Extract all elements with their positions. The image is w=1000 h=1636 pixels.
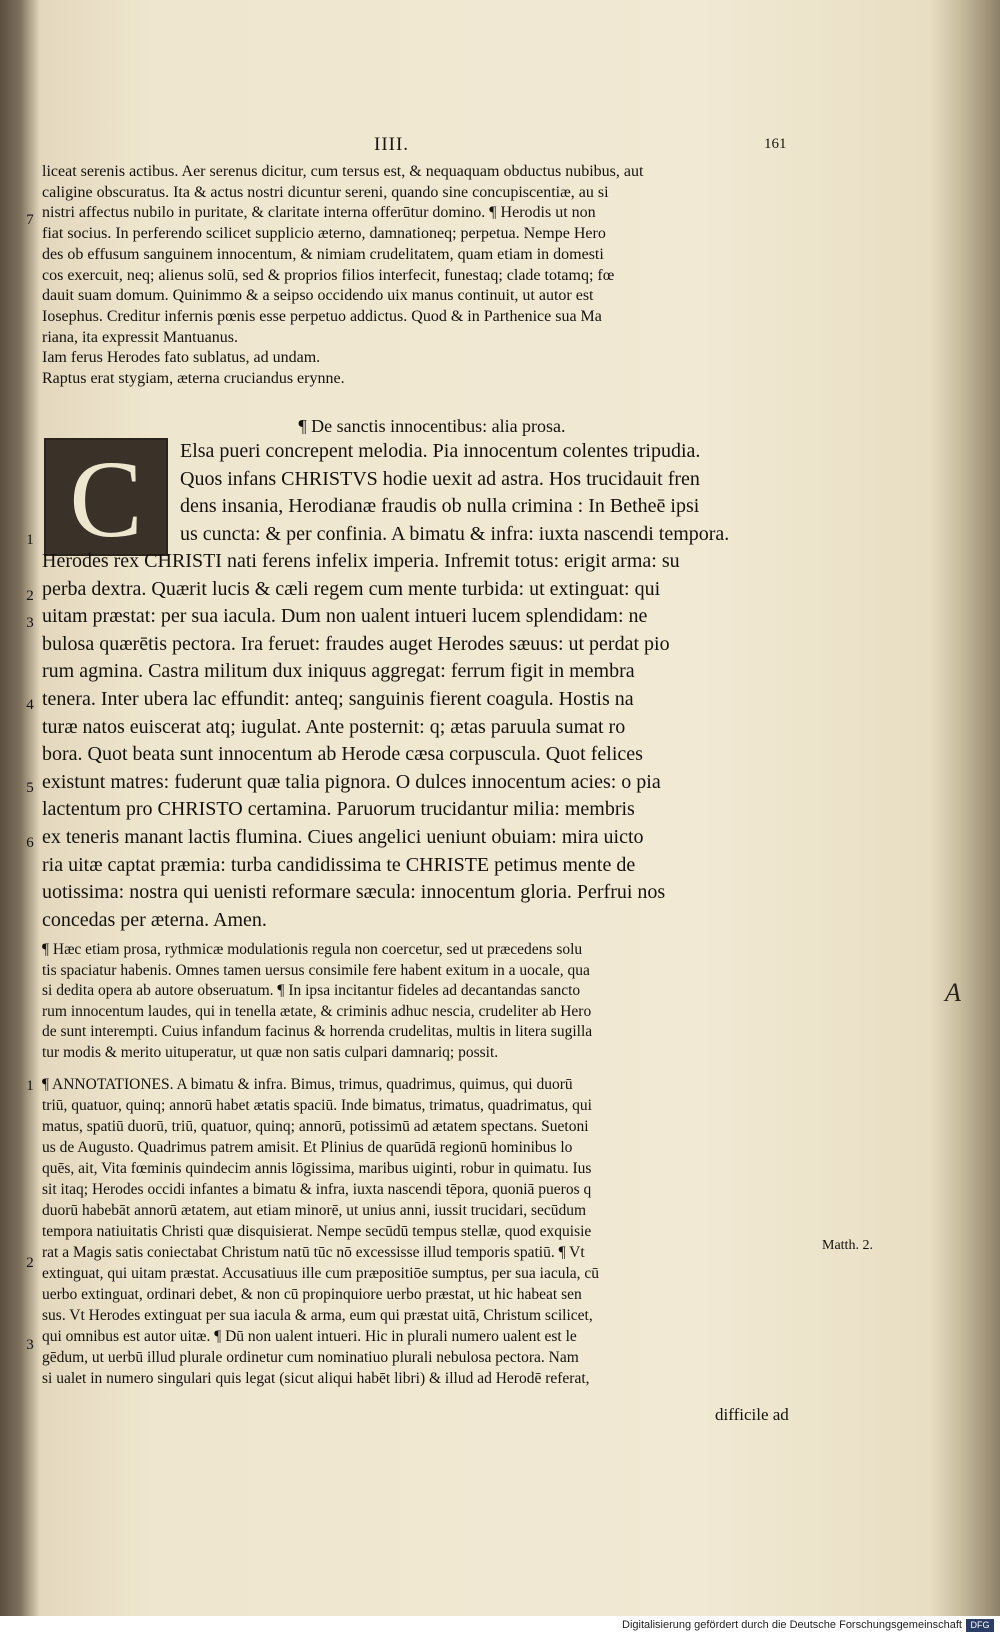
text-line: dauit suam domum. Quinimmo & a seipso occidendo uix manus continuit, ut autor est: [42, 287, 594, 305]
prosa-line: lactentum pro CHRISTO certamina. Paruorum trucidantur milia: membris: [42, 798, 635, 821]
margin-letter: A: [945, 978, 961, 1007]
verse-line: Iam ferus Herodes fato sublatus, ad undam.: [42, 349, 321, 367]
annotation-line: qui omnibus est autor uitæ. ¶ Dū non ualent intueri. Hic in plurali numero ualent est le: [42, 1328, 577, 1345]
margin-number: 4: [26, 697, 34, 713]
margin-number: 1: [26, 532, 34, 548]
commentary-block-top: [42, 162, 812, 390]
text-line: rum innocentum laudes, qui in tenella ætate, & criminis adhuc nescia, crudeliter ab Hero: [42, 1002, 592, 1020]
annotation-line: matus, spatiū duorū, triū, quatuor, quinq; annorū, potissimū ad ætatem spectans. Suetoni: [42, 1118, 589, 1135]
prosa-line: uitam præstat: per sua iacula. Dum non ualent intueri lucem splendidam: ne: [42, 605, 648, 628]
running-header: [22, 134, 922, 158]
page: [22, 0, 972, 1600]
text-line: riana, ita expressit Mantuanus.: [42, 328, 238, 346]
prosa-line: dens insania, Herodianæ fraudis ob nulla crimina : In Betheē ipsi: [180, 495, 700, 518]
prosa-line: ria uitæ captat præmia: turba candidissima te CHRISTE petimus mente de: [42, 853, 636, 876]
prosa-line: us cuncta: & per confinia. A bimatu & infra: iuxta nascendi tempora.: [180, 522, 730, 545]
prosa-line: ex teneris manant lactis flumina. Ciues angelici ueniunt obuiam: mira uicto: [42, 825, 644, 848]
text-line: caligine obscuratus. Ita & actus nostri dicuntur sereni, quando sine concupiscentiæ, au si: [42, 183, 609, 201]
prosa-line: Herodes rex CHRISTI nati ferens infelix imperia. Infremit totus: erigit arma: su: [42, 550, 680, 572]
text-line: tur modis & merito uituperatur, ut quæ non satis culpari damnariq; possit.: [42, 1043, 499, 1061]
margin-number: 2: [26, 588, 34, 604]
prosa-line: concedas per æterna. Amen.: [42, 908, 267, 931]
footer-credit: Digitalisierung gefördert durch die Deutsche Forschungsgemeinschaft: [622, 1619, 962, 1631]
catchword: difficile ad: [715, 1405, 789, 1424]
annotation-line: ¶ ANNOTATIONES. A bimatu & infra. Bimus, trimus, quadrimus, quimus, qui duorū: [42, 1076, 573, 1093]
annotations-block: [42, 1074, 812, 1389]
text-line: ¶ Hæc etiam prosa, rythmicæ modulationis regula non coercetur, sed ut præcedens solu: [42, 941, 583, 958]
prosa-line: bulosa quærētis pectora. Ira feruet: fraudes auget Herodes sæuus: ut perdat pio: [42, 632, 670, 655]
annotation-line: gēdum, ut uerbū illud plurale ordinetur cum nominatiuo plurali nebulosa pectora. Nam: [42, 1349, 579, 1366]
text-line: liceat serenis actibus. Aer serenus dicitur, cum tersus est, & nequaquam obductus nubibus, aut: [42, 163, 644, 180]
prosa-line: perba dextra. Quærit lucis & cæli regem cum mente turbida: ut extinguat: qui: [42, 577, 661, 600]
text-line: cos exercuit, neq; alienus solū, sed & proprios filios interfecit, funestaq; clade totamq; fœ: [42, 266, 615, 284]
prosa-block: [42, 548, 812, 934]
prosa-lines-beside-initial: [180, 438, 820, 548]
annotation-line: triū, quatuor, quinq; annorū habet ætatis spaciū. Inde bimatus, trimatus, quadrimatus, qui: [42, 1097, 592, 1114]
annotation-line: extinguat, qui uitam præstat. Accusatiuus ille cum præpositiōe sumptus, per sua iacula, cū: [42, 1265, 600, 1282]
text-line: si dedita opera ab autore obseruatum. ¶ In ipsa incitantur fideles ad decantandas sancto: [42, 982, 581, 999]
annotation-line: quēs, ait, Vita fœminis quindecim annis lōgissima, maribus uiginti, robur in quimatu. Ius: [42, 1160, 592, 1177]
text-line: nistri affectus nubilo in puritate, & claritate interna offerūtur domino. ¶ Herodis ut non: [42, 204, 596, 222]
annotation-line: si ualet in numero singulari quis legat (sicut aliqui habēt libri) & illud ad Herodē referat,: [42, 1370, 590, 1387]
text-line: fiat socius. In perferendo scilicet supplicio æterno, damnationeq; perpetua. Nempe Hero: [42, 225, 606, 243]
margin-number: 6: [26, 835, 34, 851]
prosa-line: uotissima: nostra qui uenisti reformare sæcula: innocentum gloria. Perfrui nos: [42, 881, 666, 904]
decorated-initial: C: [44, 438, 168, 556]
text-line: de sunt interempti. Cuius infandum facinus & horrenda crudelitas, multis in litera sugilla: [42, 1023, 593, 1040]
prosa-line: rum agmina. Castra militum dux iniquus aggregat: ferrum figit in membra: [42, 660, 635, 683]
annotation-line: rat a Magis satis coniectabat Christum natū tūc nō excessisse illud temporis spatiū. ¶ Vt: [42, 1244, 585, 1261]
prosa-line: existunt matres: fuderunt quæ talia pignora. O dulces innocentum acies: o pia: [42, 770, 661, 793]
prosa-line: tenera. Inter ubera lac effundit: anteq; sanguinis fierent coagula. Hostis na: [42, 687, 634, 710]
prosa-line: bora. Quot beata sunt innocentum ab Herode cæsa corpuscula. Quot felices: [42, 743, 643, 766]
section-heading: ¶ De sanctis innocentibus: alia prosa.: [298, 416, 566, 436]
folio-signature: IIII.: [374, 134, 410, 155]
margin-number: 5: [26, 780, 34, 796]
dfg-logo: DFG: [966, 1619, 994, 1632]
margin-number: 2: [26, 1255, 34, 1271]
margin-number: 3: [26, 615, 34, 631]
annotation-line: sit itaq; Herodes occidi infantes a bimatu & infra, iuxta nascendi tēpora, quoniā pueros q: [42, 1181, 592, 1198]
margin-number: 3: [26, 1337, 34, 1353]
footer-bar: [0, 1616, 1000, 1636]
margin-number: 7: [26, 212, 34, 228]
text-line: Iosephus. Creditur infernis pœnis esse perpetuo addictus. Quod & in Parthenice sua Ma: [42, 307, 602, 325]
annotation-line: us de Augusto. Quadrimus patrem amisit. Et Plinius de quarūdā regionū hominibus lo: [42, 1139, 573, 1156]
margin-number: 1: [26, 1078, 34, 1094]
annotation-line: sus. Vt Herodes extinguat per sua iacula & arma, eum qui præstat uitā, Christum scilicet,: [42, 1307, 593, 1324]
commentary-block: [42, 940, 812, 1063]
text-line: tis spaciatur habenis. Omnes tamen uersus consimile fere habent exitum in a uocale, qua: [42, 961, 590, 979]
page-number: 161: [764, 136, 787, 152]
text-line: des ob effusum sanguinem innocentum, & nimiam crudelitatem, quam etiam in domesti: [42, 245, 604, 263]
margin-reference: Matth. 2.: [822, 1238, 873, 1253]
annotation-line: uerbo extinguat, ordinari debet, & non cū propinquiore uerbo præstat, ut hic habeat sen: [42, 1286, 582, 1303]
prosa-line: Quos infans CHRISTVS hodie uexit ad astra. Hos trucidauit fren: [180, 467, 700, 490]
prosa-line: Elsa pueri concrepent melodia. Pia innocentum colentes tripudia.: [180, 440, 701, 462]
verse-line: Raptus erat stygiam, æterna cruciandus erynne.: [42, 370, 345, 388]
annotation-line: tempora natiuitatis Christi quæ disquisierat. Nempe secūdū tempus stellæ, quod exquisie: [42, 1223, 592, 1240]
prosa-line: turæ natos euiscerat atq; iugulat. Ante posternit: q; ætas paruula sumat ro: [42, 715, 626, 738]
annotation-line: duorū habebāt annorū ætatem, aut etiam minorē, ut unius anni, iussit trucidari, secūdum: [42, 1202, 587, 1219]
